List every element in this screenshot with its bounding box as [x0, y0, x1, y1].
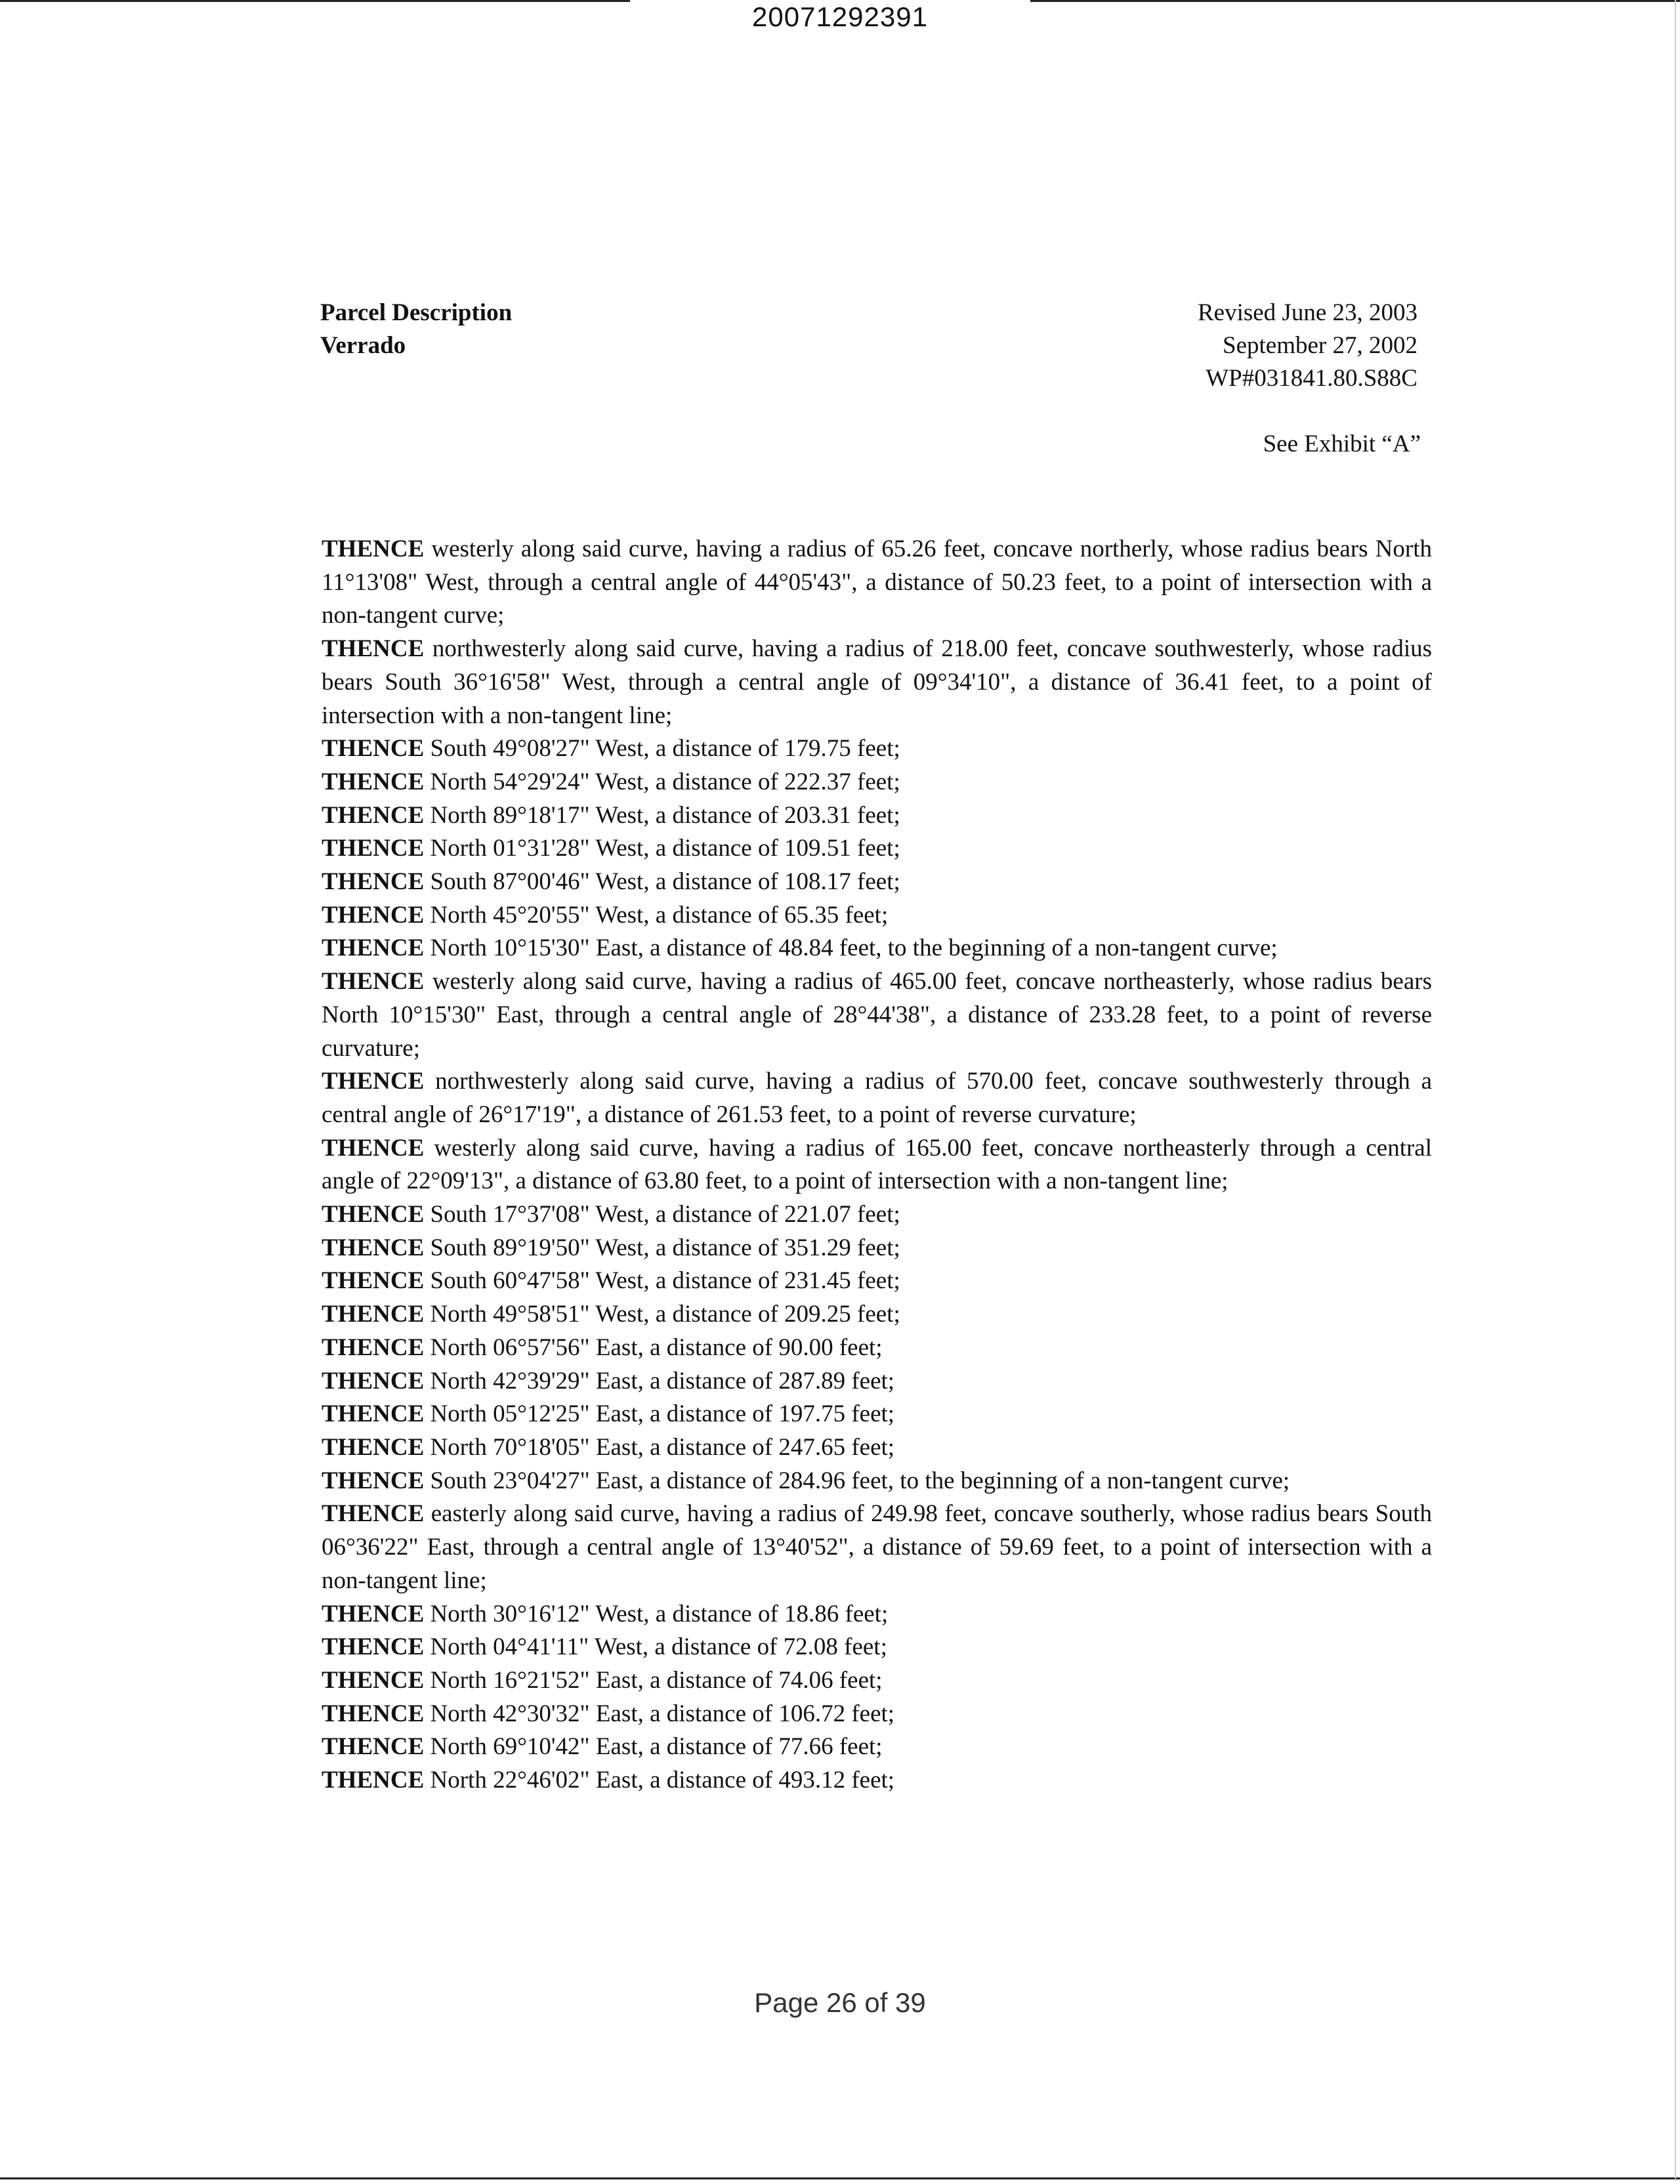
course-text: North 05°12'25" East, a distance of 197.75 feet; [430, 1400, 895, 1428]
course-paragraph [322, 1065, 1432, 1131]
course-keyword: THENCE [322, 901, 425, 929]
course-paragraph [322, 1431, 1432, 1465]
course-text: North 06°57'56" East, a distance of 90.00 feet; [430, 1334, 883, 1361]
course-paragraph [322, 932, 1432, 965]
course-keyword: THENCE [322, 1201, 425, 1228]
bottom-rule [0, 2177, 1680, 2179]
course-paragraph [322, 1332, 1432, 1365]
course-paragraph [322, 1198, 1432, 1232]
course-text: North 54°29'24" West, a distance of 222.37 feet; [430, 768, 900, 795]
course-text: South 89°19'50" West, a distance of 351.29 feet; [430, 1234, 900, 1261]
course-text: North 10°15'30" East, a distance of 48.84 feet, to the beginning of a non-tangent curve; [430, 934, 1278, 962]
course-keyword: THENCE [322, 1433, 425, 1461]
course-keyword: THENCE [322, 635, 425, 663]
right-edge-rule [1675, 0, 1676, 2179]
course-keyword: THENCE [322, 1733, 425, 1761]
course-paragraph [322, 1764, 1432, 1797]
course-text: South 23°04'27" East, a distance of 284.96 feet, to the beginning of a non-tangent curve; [430, 1467, 1290, 1494]
project-number: WP#031841.80.S88C [1206, 365, 1418, 392]
course-keyword: THENCE [322, 868, 425, 896]
course-text: South 49°08'27" West, a distance of 179.75 feet; [430, 735, 900, 763]
course-text: northwesterly along said curve, having a radius of 570.00 feet, concave southwesterly through a central angle of 26°17'19", a distance of 261.53 feet, to a point of reverse curvature; [322, 1068, 1432, 1128]
course-text: North 04°41'11" West, a distance of 72.08 feet; [430, 1633, 887, 1661]
header-right [1198, 297, 1418, 395]
course-keyword: THENCE [322, 968, 425, 996]
course-keyword: THENCE [322, 1068, 425, 1095]
course-paragraph [322, 1631, 1432, 1664]
course-paragraph [322, 1664, 1432, 1698]
course-keyword: THENCE [322, 1467, 425, 1494]
document-number: 20071292391 [752, 1, 928, 32]
course-text: North 49°58'51" West, a distance of 209.25 feet; [430, 1301, 900, 1328]
course-keyword: THENCE [322, 801, 425, 829]
course-paragraph [322, 1731, 1432, 1764]
course-paragraph [322, 1365, 1432, 1398]
course-paragraph [322, 899, 1432, 933]
course-keyword: THENCE [322, 1267, 425, 1295]
course-keyword: THENCE [322, 934, 425, 962]
course-text: North 69°10'42" East, a distance of 77.66 feet; [430, 1733, 883, 1761]
course-keyword: THENCE [322, 1134, 425, 1162]
course-paragraph [322, 732, 1432, 766]
course-text: North 89°18'17" West, a distance of 203.31 feet; [430, 801, 900, 829]
course-keyword: THENCE [322, 1334, 425, 1361]
course-text: North 16°21'52" East, a distance of 74.06 feet; [430, 1666, 883, 1694]
course-keyword: THENCE [322, 1234, 425, 1261]
course-text: South 60°47'58" West, a distance of 231.45 feet; [430, 1267, 900, 1295]
course-text: South 17°37'08" West, a distance of 221.07 feet; [430, 1201, 900, 1228]
course-text: North 01°31'28" West, a distance of 109.51 feet; [430, 835, 900, 862]
parcel-courses [322, 533, 1432, 1797]
course-keyword: THENCE [322, 835, 425, 862]
course-paragraph [322, 1398, 1432, 1431]
course-text: North 42°39'29" East, a distance of 287.89 feet; [430, 1367, 895, 1395]
course-text: North 22°46'02" East, a distance of 493.12 feet; [430, 1767, 895, 1794]
course-keyword: THENCE [322, 735, 425, 763]
course-keyword: THENCE [322, 1633, 425, 1661]
course-keyword: THENCE [322, 1301, 425, 1328]
course-keyword: THENCE [322, 1767, 425, 1794]
original-date: September 27, 2002 [1223, 332, 1418, 359]
exhibit-reference: See Exhibit “A” [1263, 430, 1421, 457]
revised-date: Revised June 23, 2003 [1197, 299, 1418, 326]
course-text: westerly along said curve, having a radius of 465.00 feet, concave northeasterly, whose radius bears North 10°15'30" East, through a central angle of 28°44'38", a distance of 233.28 feet, to a point of reverse curvature; [322, 968, 1433, 1062]
course-paragraph [322, 799, 1432, 833]
document-title: Parcel Description [320, 299, 513, 326]
course-keyword: THENCE [322, 1367, 425, 1395]
course-text: westerly along said curve, having a radius of 65.26 feet, concave northerly, whose radius bears North 11°13'08" West, through a central angle of 44°05'43", a distance of 50.23 feet, to a point of intersection with a non-tangent curve; [322, 536, 1433, 629]
course-keyword: THENCE [322, 536, 425, 562]
course-paragraph [322, 533, 1432, 633]
page-number: Page 26 of 39 [754, 1987, 926, 2018]
course-keyword: THENCE [322, 1600, 425, 1628]
course-text: South 87°00'46" West, a distance of 108.17 feet; [430, 868, 900, 896]
course-keyword: THENCE [322, 1666, 425, 1694]
course-text: North 30°16'12" West, a distance of 18.86 feet; [430, 1600, 889, 1628]
course-paragraph [322, 1298, 1432, 1332]
course-paragraph [322, 1698, 1432, 1731]
course-keyword: THENCE [322, 1500, 425, 1528]
course-paragraph [322, 1465, 1432, 1498]
course-text: easterly along said curve, having a radius of 249.98 feet, concave southerly, whose radius bears South 06°36'22" East, through a central angle of 13°40'52", a distance of 59.69 feet, to a point of intersection with a non-tangent line; [322, 1500, 1433, 1594]
course-paragraph [322, 1598, 1432, 1631]
course-keyword: THENCE [322, 1700, 425, 1727]
course-paragraph [322, 866, 1432, 899]
course-text: North 45°20'55" West, a distance of 65.35 feet; [430, 901, 889, 929]
course-keyword: THENCE [322, 1400, 425, 1428]
course-paragraph [322, 766, 1432, 799]
course-paragraph [322, 832, 1432, 866]
course-keyword: THENCE [322, 768, 425, 795]
course-text: northwesterly along said curve, having a radius of 218.00 feet, concave southwesterly, whose radius bears South 36°16'58" West, through a central angle of 09°34'10", a distance of 36.41 feet, to a point of intersection with a non-tangent line; [322, 635, 1432, 729]
course-paragraph [322, 633, 1432, 732]
course-paragraph [322, 1232, 1432, 1265]
course-paragraph [322, 1498, 1432, 1597]
course-paragraph [322, 1132, 1432, 1198]
course-text: North 42°30'32" East, a distance of 106.72 feet; [430, 1700, 895, 1727]
course-paragraph [322, 1265, 1432, 1298]
project-name: Verrado [320, 332, 406, 359]
course-paragraph [322, 965, 1432, 1065]
header-left [320, 297, 512, 362]
course-text: North 70°18'05" East, a distance of 247.65 feet; [430, 1433, 895, 1461]
course-text: westerly along said curve, having a radius of 165.00 feet, concave northeasterly through a central angle of 22°09'13", a distance of 63.80 feet, to a point of intersection with a non-tangent line; [322, 1134, 1433, 1195]
